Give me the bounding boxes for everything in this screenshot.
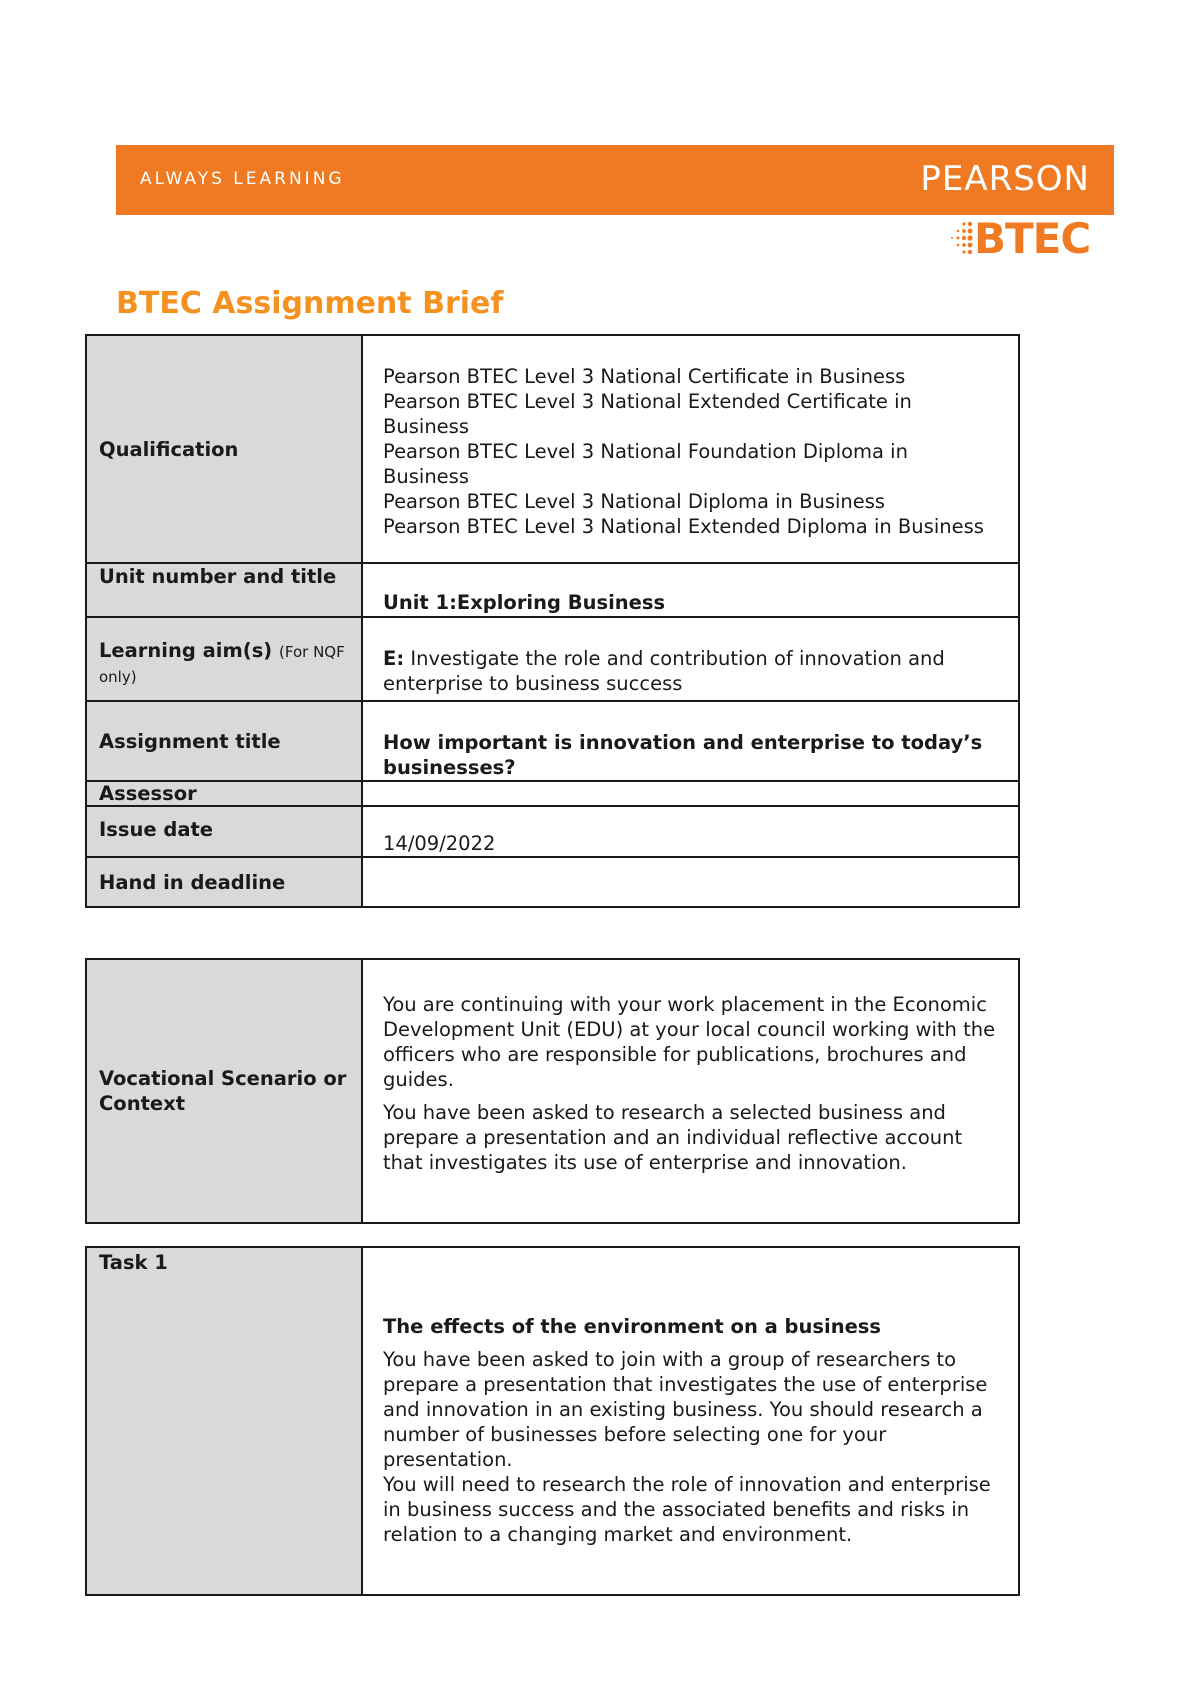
learning-aim-note: (For NQF only) [99,643,345,686]
scenario-content [362,959,1019,1223]
pearson-banner [116,145,1114,215]
learning-aim-text: Investigate the role and contribution of innovation and enterprise to business success [383,647,945,695]
unit-label: Unit number and title [86,563,362,617]
btec-logo [948,214,1098,264]
scenario-label: Vocational Scenario or Context [86,959,362,1223]
task-table [85,1246,1020,1596]
qualification-value [362,335,1019,563]
scenario-paragraph: You have been asked to research a selected business and prepare a presentation and an individual reflective account that investigates its use of enterprise and innovation. [383,1101,963,1174]
assessor-row [86,781,1019,806]
qualification-line: Pearson BTEC Level 3 National Foundation Diploma in Business [383,440,908,488]
task-row [86,1247,1019,1595]
assessor-label: Assessor [86,781,362,806]
task-paragraph: You have been asked to join with a group of researchers to prepare a presentation that investigates the use of enterprise and innovation in an existing business. You should research a number of businesses before selecting one for your presentation. [383,1348,988,1471]
btec-dots-icon [948,220,976,260]
learning-aim-label-text: Learning aim(s) [99,639,273,662]
learning-aim-row [86,617,1019,701]
task-label: Task 1 [86,1247,362,1595]
task-content [362,1247,1019,1595]
issue-date-row [86,806,1019,857]
qualification-line: Pearson BTEC Level 3 National Extended Diploma in Business [383,515,984,538]
unit-value: Unit 1:Exploring Business [362,563,1019,617]
qualification-label: Qualification [86,335,362,563]
assignment-details-table [85,334,1020,908]
learning-aim-prefix: E: [383,647,405,670]
unit-row [86,563,1019,617]
qualification-line: Pearson BTEC Level 3 National Diploma in Business [383,490,886,513]
learning-aim-value [362,617,1019,701]
issue-date-value: 14/09/2022 [362,806,1019,857]
btec-logo-text: BTEC [974,214,1091,263]
deadline-row [86,857,1019,907]
task-heading: The effects of the environment on a business [383,1315,882,1338]
scenario-table [85,958,1020,1224]
deadline-value [362,857,1019,907]
assignment-title-label: Assignment title [86,701,362,781]
document-title: BTEC Assignment Brief [116,286,504,321]
qualification-line: Pearson BTEC Level 3 National Certificate in Business [383,365,906,388]
deadline-label: Hand in deadline [86,857,362,907]
qualification-line: Pearson BTEC Level 3 National Extended Certificate in Business [383,390,912,438]
assessor-value [362,781,1019,806]
assignment-title-value: How important is innovation and enterprise to today’s businesses? [362,701,1019,781]
scenario-paragraph: You are continuing with your work placement in the Economic Development Unit (EDU) at your local council working with the officers who are responsible for publications, brochures and guides. [383,993,996,1091]
task-paragraph: You will need to research the role of innovation and enterprise in business success and the associated benefits and risks in relation to a changing market and environment. [383,1473,991,1546]
scenario-row [86,959,1019,1223]
qualification-row [86,335,1019,563]
assignment-title-row [86,701,1019,781]
issue-date-label: Issue date [86,806,362,857]
learning-aim-label [86,617,362,701]
pearson-wordmark: PEARSON [920,159,1090,199]
always-learning-tagline: ALWAYS LEARNING [140,169,345,189]
